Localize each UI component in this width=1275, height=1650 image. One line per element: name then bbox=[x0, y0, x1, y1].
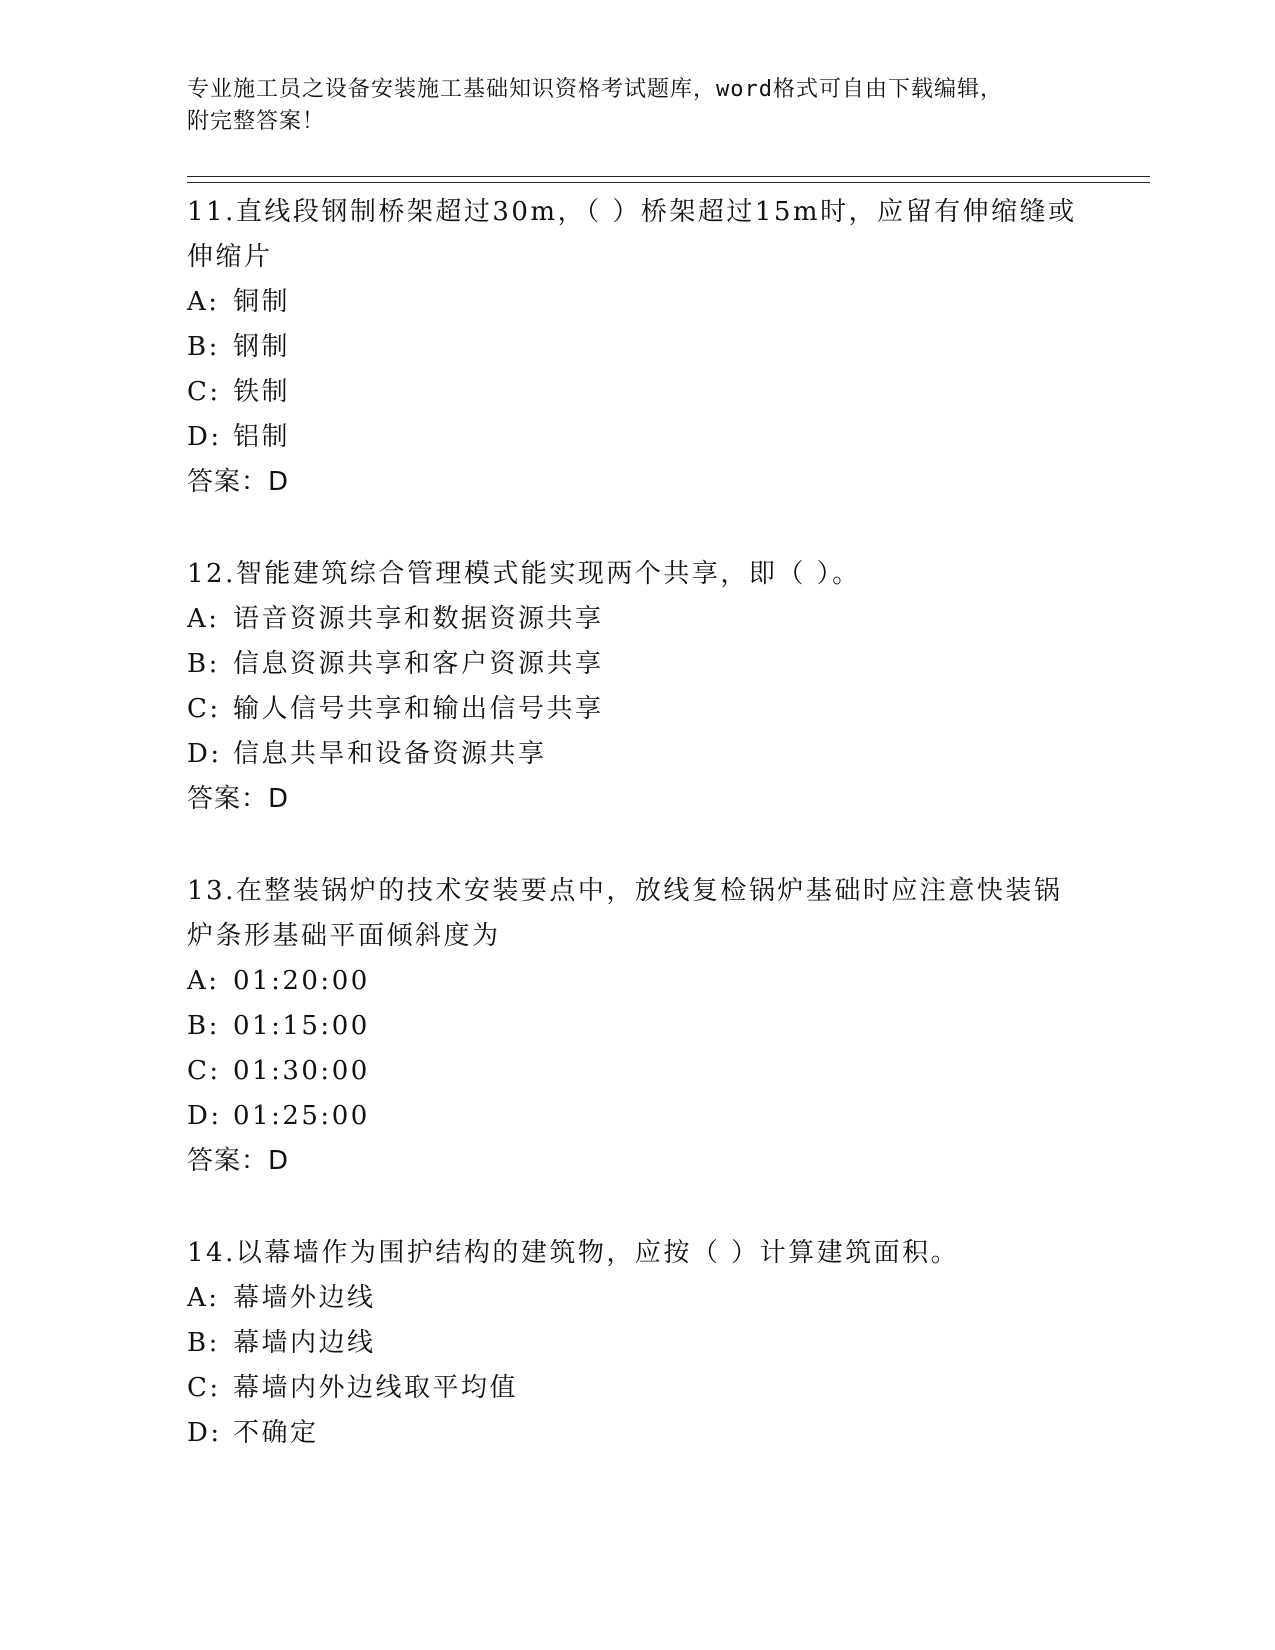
option-c bbox=[187, 1366, 1087, 1411]
option-b bbox=[187, 642, 1087, 687]
option-text: 幕墙外边线 bbox=[233, 1283, 376, 1313]
option-text: 信息共旱和设备资源共享 bbox=[233, 739, 547, 769]
option-text: 不确定 bbox=[233, 1418, 319, 1448]
option-b bbox=[187, 1004, 1087, 1049]
question-text: 13.在整装锅炉的技术安装要点中，放线复检锅炉基础时应注意快装锅炉条形基础平面倾斜度为 bbox=[187, 876, 1063, 951]
option-letter: A: bbox=[187, 604, 220, 634]
option-text: 铜制 bbox=[233, 287, 291, 317]
option-text: 01:15:00 bbox=[233, 1011, 370, 1041]
option-c bbox=[187, 370, 1087, 415]
question-text: 11.直线段钢制桥架超过30m，（ ）桥架超过15m时，应留有伸缩缝或伸缩片 bbox=[187, 197, 1077, 272]
option-letter: B: bbox=[187, 649, 220, 679]
question-text: 12.智能建筑综合管理模式能实现两个共享，即（ ）。 bbox=[187, 559, 861, 589]
option-letter: B: bbox=[187, 1328, 220, 1358]
header-line-2: 附完整答案！ bbox=[187, 109, 326, 134]
option-text: 幕墙内外边线取平均值 bbox=[233, 1373, 519, 1403]
question-text: 14.以幕墙作为围护结构的建筑物，应按（ ）计算建筑面积。 bbox=[187, 1238, 960, 1268]
question-11 bbox=[187, 190, 1087, 505]
option-letter: A: bbox=[187, 1283, 220, 1313]
option-letter: C: bbox=[187, 1373, 221, 1403]
option-letter: D: bbox=[187, 1418, 222, 1448]
option-d bbox=[187, 415, 1087, 460]
option-c bbox=[187, 687, 1087, 732]
header-divider-top bbox=[187, 176, 1150, 177]
spacer bbox=[187, 822, 1087, 869]
option-d bbox=[187, 732, 1087, 777]
option-text: 铝制 bbox=[233, 422, 291, 452]
question-list bbox=[187, 190, 1087, 1456]
question-14 bbox=[187, 1231, 1087, 1456]
option-d bbox=[187, 1411, 1087, 1456]
option-letter: D: bbox=[187, 422, 222, 452]
option-b bbox=[187, 1321, 1087, 1366]
option-letter: B: bbox=[187, 332, 220, 362]
option-text: 01:20:00 bbox=[233, 966, 370, 996]
option-c bbox=[187, 1049, 1087, 1094]
question-13 bbox=[187, 869, 1087, 1184]
option-a bbox=[187, 959, 1087, 1004]
option-letter: C: bbox=[187, 377, 221, 407]
option-letter: D: bbox=[187, 739, 222, 769]
option-letter: A: bbox=[187, 966, 220, 996]
option-letter: C: bbox=[187, 694, 221, 724]
option-letter: A: bbox=[187, 287, 220, 317]
option-text: 输人信号共享和输出信号共享 bbox=[233, 694, 604, 724]
option-text: 钢制 bbox=[233, 332, 291, 362]
document-header bbox=[187, 74, 1087, 138]
answer-text: 答案：D bbox=[187, 784, 290, 814]
header-divider-bottom bbox=[187, 182, 1150, 183]
option-a bbox=[187, 597, 1087, 642]
option-b bbox=[187, 325, 1087, 370]
option-text: 01:25:00 bbox=[233, 1101, 370, 1131]
answer-text: 答案：D bbox=[187, 467, 290, 497]
answer-text: 答案：D bbox=[187, 1146, 290, 1176]
option-d bbox=[187, 1094, 1087, 1139]
option-letter: D: bbox=[187, 1101, 222, 1131]
option-text: 幕墙内边线 bbox=[233, 1328, 376, 1358]
option-letter: B: bbox=[187, 1011, 220, 1041]
option-text: 铁制 bbox=[233, 377, 291, 407]
option-text: 信息资源共享和客户资源共享 bbox=[233, 649, 604, 679]
header-line-1: 专业施工员之设备安装施工基础知识资格考试题库，word格式可自由下载编辑， bbox=[187, 77, 1003, 102]
option-a bbox=[187, 280, 1087, 325]
spacer bbox=[187, 1184, 1087, 1231]
spacer bbox=[187, 505, 1087, 552]
question-12 bbox=[187, 552, 1087, 822]
option-letter: C: bbox=[187, 1056, 221, 1086]
option-a bbox=[187, 1276, 1087, 1321]
option-text: 01:30:00 bbox=[233, 1056, 370, 1086]
option-text: 语音资源共享和数据资源共享 bbox=[233, 604, 604, 634]
